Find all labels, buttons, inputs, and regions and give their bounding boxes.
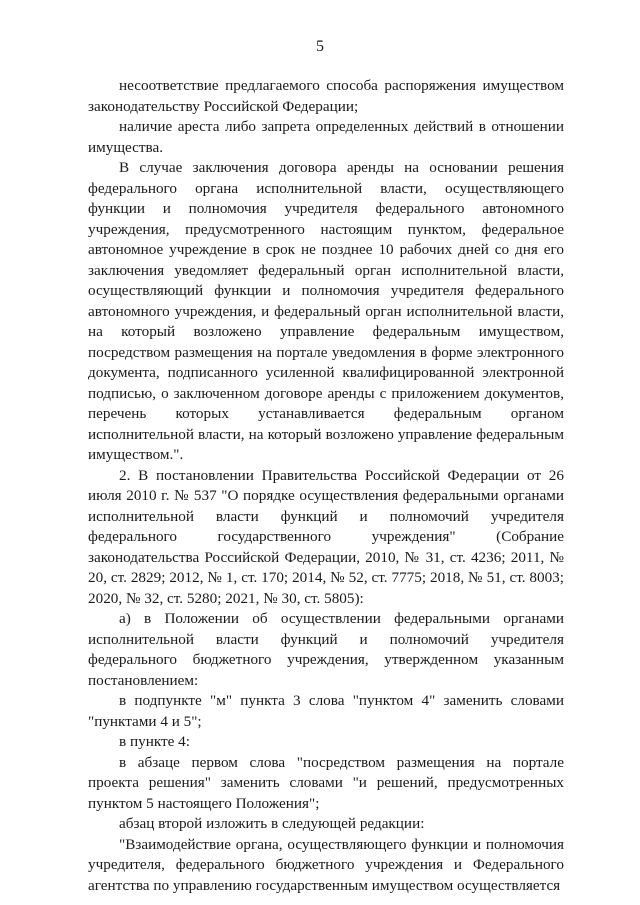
page-number: 5 xyxy=(316,38,324,55)
paragraph: наличие ареста либо запрета определенных действий в отношении имущества. xyxy=(88,118,564,156)
paragraph: абзац второй изложить в следующей редакции: xyxy=(119,815,425,832)
paragraph: 2. В постановлении Правительства Российской Федерации от 26 июля 2010 г. № 537 "О порядке осуществления федеральными органами исполнительной власти функций и полномочий учредителя федерального государственного учреждения" (Собрание законодательства Российской Федерации, 2010, № 31, ст. 4236; 2011, № 20, ст. 2829; 2012, № 1, ст. 170; 2014, № 52, ст. 7775; 2018, № 51, ст. 8003; 2020, № 32, ст. 5280; 2021, № 30, ст. 5805): xyxy=(88,466,564,607)
document-body xyxy=(88,76,564,896)
paragraph: в пункте 4: xyxy=(119,733,190,750)
paragraph: в абзаце первом слова "посредством размещения на портале проекта решения" заменить словами "и решений, предусмотренных пунктом 5 настоящего Положения"; xyxy=(88,753,564,812)
paragraph: в подпункте "м" пункта 3 слова "пунктом 4" заменить словами "пунктами 4 и 5"; xyxy=(88,692,564,730)
paragraph: "Взаимодействие органа, осуществляющего функции и полномочия учредителя, федерального бюджетного учреждения и Федерального агентства по управлению государственным имуществом осуществляется xyxy=(88,835,564,894)
paragraph: несоответствие предлагаемого способа распоряжения имуществом законодательству Российской Федерации; xyxy=(88,77,564,115)
paragraph: В случае заключения договора аренды на основании решения федерального органа исполнительной власти, осуществляющего функции и полномочия учредителя федерального автономного учреждения, предусмотренного настоящим пунктом, федеральное автономное учреждение в срок не позднее 10 рабочих дней со дня его заключения уведомляет федеральный орган исполнительной власти, осуществляющий функции и полномочия учредителя федерального автономного учреждения, и федеральный орган исполнительной власти, на который возложено управление федеральным имуществом, посредством размещения на портале уведомления в форме электронного документа, подписанного усиленной квалифицированной электронной подписью, о заключенном договоре аренды с приложением документов, перечень которых устанавливается федеральным органом исполнительной власти, на который возложено управление федеральным имуществом.". xyxy=(88,159,564,463)
paragraph: а) в Положении об осуществлении федеральными органами исполнительной власти функций и полномочий учредителя федерального бюджетного учреждения, утвержденном указанным постановлением: xyxy=(88,610,564,689)
